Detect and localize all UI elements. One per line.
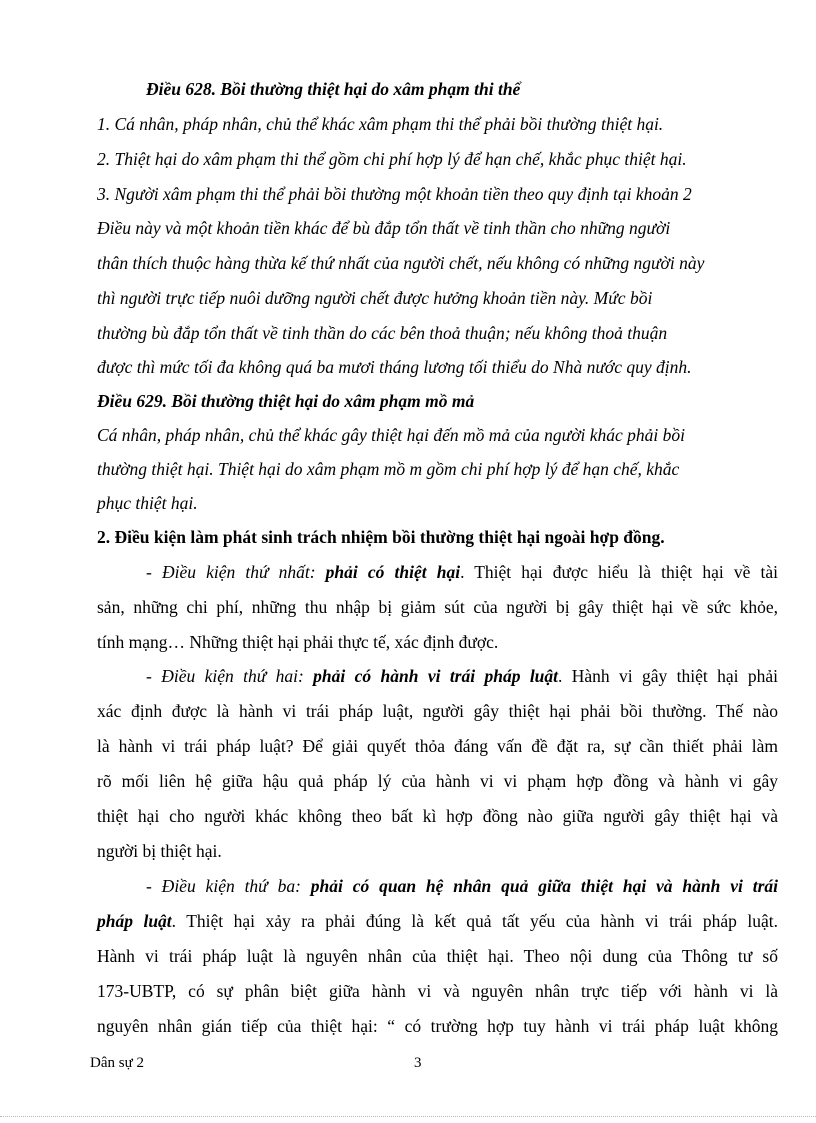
article-628-line: Điều này và một khoản tiền khác để bù đắp tổn thất về tinh thần cho những người (97, 218, 671, 238)
condition-3-key: phải có quan hệ nhân quả giữa thiệt hại và hành vi trái (310, 876, 778, 896)
condition-3-line: nguyên nhân gián tiếp của thiệt hại: “ có trường hợp tuy hành vi trái pháp luật không (97, 1016, 778, 1036)
condition-2-line: xác định được là hành vi trái pháp luật, người gây thiệt hại phải bồi thường. Thế nào (97, 701, 778, 721)
condition-3-first-line (146, 875, 778, 897)
condition-1-line: sản, những chi phí, những thu nhập bị giảm sút của người bị gây thiệt hại về sức khỏe, (97, 597, 778, 617)
condition-2-key: phải có hành vi trái pháp luật (313, 666, 559, 686)
condition-2-label: - Điều kiện thứ hai: (146, 666, 314, 686)
condition-1-rest: . Thiệt hại được hiểu là thiệt hại về tài (460, 562, 778, 582)
condition-1-key: phải có thiệt hại (325, 562, 461, 582)
condition-2-rest: . Hành vi gây thiệt hại phải (558, 666, 778, 686)
article-629-line: Cá nhân, pháp nhân, chủ thể khác gây thiệt hại đến mồ mả của người khác phải bồi (97, 425, 686, 445)
article-628-line: thân thích thuộc hàng thừa kế thứ nhất của người chết, nếu không có những người này (97, 253, 705, 273)
condition-2-line: là hành vi trái pháp luật? Để giải quyết thỏa đáng vấn đề đặt ra, sự cần thiết phải làm (97, 736, 778, 756)
article-628-line: 3. Người xâm phạm thi thể phải bồi thường một khoản tiền theo quy định tại khoản 2 (97, 184, 692, 204)
condition-3-key-continued: pháp luật (97, 911, 172, 931)
condition-2-line: người bị thiệt hại. (97, 841, 222, 861)
article-628-line: 1. Cá nhân, pháp nhân, chủ thể khác xâm phạm thi thể phải bồi thường thiệt hại. (97, 114, 664, 134)
article-628-line: được thì mức tối đa không quá ba mươi tháng lương tối thiểu do Nhà nước quy định. (97, 357, 692, 377)
condition-2-line: rõ mối liên hệ giữa hậu quả pháp lý của hành vi vi phạm hợp đồng và hành vi gây (97, 771, 778, 791)
condition-2-first-line (146, 665, 778, 687)
condition-1-label: - Điều kiện thứ nhất: (146, 562, 326, 582)
page-bottom-divider (0, 1116, 816, 1117)
article-628-title: Điều 628. Bồi thường thiệt hại do xâm phạm thi thể (146, 79, 521, 99)
condition-3-second-line (97, 910, 778, 932)
condition-3-label: - Điều kiện thứ ba: (146, 876, 311, 896)
footer-document-name: Dân sự 2 (90, 1055, 144, 1071)
article-629-line: thường thiệt hại. Thiệt hại do xâm phạm mồ m gồm chi phí hợp lý để hạn chế, khắc (97, 459, 680, 479)
article-628-line: 2. Thiệt hại do xâm phạm thi thể gồm chi phí hợp lý để hạn chế, khắc phục thiệt hại. (97, 149, 687, 169)
article-628-line: thường bù đắp tổn thất về tinh thần do các bên thoả thuận; nếu không thoả thuận (97, 323, 668, 343)
condition-1-first-line (146, 561, 778, 583)
page-number: 3 (414, 1055, 422, 1071)
condition-3-line: 173-UBTP, có sự phân biệt giữa hành vi và nguyên nhân trực tiếp với hành vi là (97, 981, 778, 1001)
article-628-line: thì người trực tiếp nuôi dưỡng người chết được hưởng khoản tiền này. Mức bồi (97, 288, 653, 308)
condition-2-line: thiệt hại cho người khác không theo bất kì hợp đồng nào giữa người gây thiệt hại và (97, 806, 778, 826)
condition-1-line: tính mạng… Những thiệt hại phải thực tế, xác định được. (97, 632, 499, 652)
section-heading: 2. Điều kiện làm phát sinh trách nhiệm bồi thường thiệt hại ngoài hợp đồng. (97, 527, 665, 547)
article-629-title: Điều 629. Bồi thường thiệt hại do xâm phạm mồ mả (97, 391, 475, 411)
condition-3-rest: . Thiệt hại xảy ra phải đúng là kết quả tất yếu của hành vi trái pháp luật. (171, 911, 778, 931)
condition-3-line: Hành vi trái pháp luật là nguyên nhân của thiệt hại. Theo nội dung của Thông tư số (97, 946, 778, 966)
article-629-line: phục thiệt hại. (97, 493, 198, 513)
